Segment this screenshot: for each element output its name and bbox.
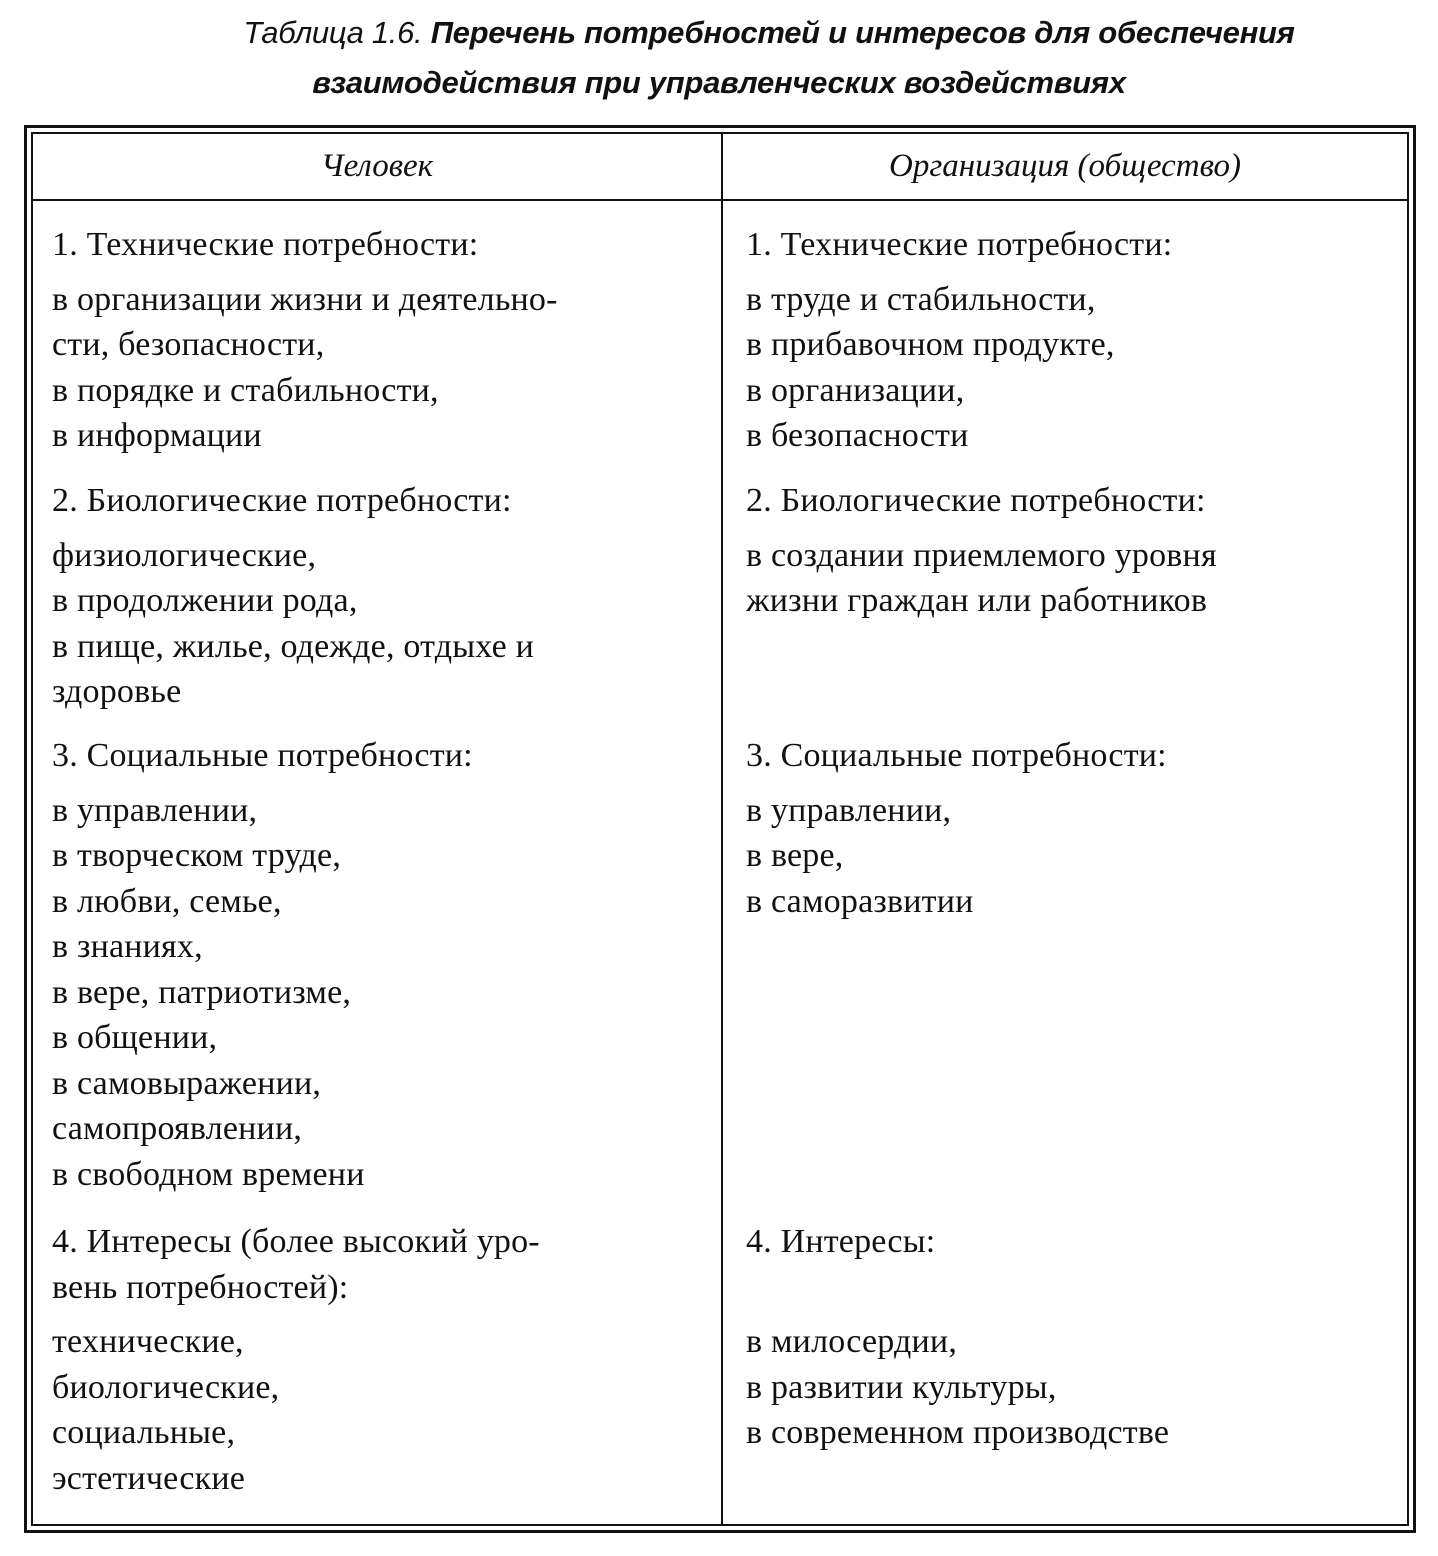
person-social-needs (52, 733, 700, 1197)
list-item: в труде и стабильности, (746, 280, 1096, 318)
list-item: технические, (52, 1323, 244, 1360)
list-item: в самовыражении, (52, 1064, 322, 1102)
person-technical-needs (52, 222, 700, 459)
header-organization: Организация (общество) (889, 148, 1241, 184)
needs-table (24, 125, 1416, 1533)
section-heading: 2. Биологические потребности: (746, 482, 1206, 519)
needs-table-inner (31, 132, 1409, 1526)
list-item: социальные, (52, 1414, 236, 1451)
list-item: сти, безопасности, (52, 326, 325, 363)
list-item: в продолжении рода, (52, 582, 358, 619)
table-caption (0, 8, 1438, 108)
list-item: в саморазвитии (746, 882, 974, 920)
list-item: в пище, жилье, одежде, отдыхе и (52, 627, 535, 665)
list-item: жизни граждан или работников (746, 582, 1208, 619)
list-item: эстетические (52, 1459, 246, 1497)
list-item: в вере, патриотизме, (52, 973, 352, 1011)
section-heading: 3. Социальные потребности: (52, 737, 473, 774)
list-item: в организации, (746, 371, 965, 409)
section-heading-line-1: 4. Интересы (более высокий уро- (52, 1223, 540, 1260)
org-interests (746, 1219, 1406, 1456)
list-item: в организации жизни и деятельно- (52, 280, 558, 318)
person-biological-needs (52, 478, 700, 715)
list-item: биологические, (52, 1368, 280, 1406)
header-person: Человек (320, 148, 434, 184)
section-heading: 2. Биологические потребности: (52, 482, 512, 519)
list-item: в любви, семье, (52, 882, 282, 920)
list-item: в развитии культуры, (746, 1368, 1057, 1406)
section-heading: 3. Социальные потребности: (746, 737, 1167, 774)
list-item: в общении, (52, 1019, 218, 1056)
list-item: в управлении, (52, 791, 258, 829)
list-item: в знаниях, (52, 928, 203, 965)
table-number: Таблица 1.6. (243, 15, 423, 50)
list-item: в прибавочном продукте, (746, 326, 1115, 363)
org-technical-needs (746, 222, 1406, 459)
list-item: в вере, (746, 837, 844, 874)
list-item: самопроявлении, (52, 1110, 303, 1147)
list-item: в создании приемлемого уровня (746, 536, 1217, 574)
list-item: в управлении, (746, 791, 952, 829)
list-item: в милосердии, (746, 1323, 958, 1360)
caption-line-1 (0, 8, 1438, 58)
org-social-needs (746, 733, 1406, 924)
list-item: здоровье (52, 673, 182, 710)
list-item: в безопасности (746, 417, 969, 454)
section-heading: 1. Технические потребности: (746, 226, 1173, 263)
org-biological-needs (746, 478, 1406, 624)
list-item: в информации (52, 417, 262, 454)
column-divider (721, 134, 723, 1524)
section-heading-line-2: вень потребностей): (52, 1268, 349, 1306)
section-heading: 4. Интересы: (746, 1223, 936, 1260)
list-item: физиологические, (52, 536, 317, 574)
table-header-row (33, 134, 1407, 201)
spacer (746, 1265, 1406, 1320)
list-item: в свободном времени (52, 1155, 365, 1193)
person-interests (52, 1219, 700, 1501)
list-item: в порядке и стабильности, (52, 371, 439, 409)
list-item: в современном производстве (746, 1414, 1170, 1451)
table-title-part-1: Перечень потребностей и интересов для обеспечения (430, 15, 1295, 50)
list-item: в творческом труде, (52, 837, 342, 874)
section-heading: 1. Технические потребности: (52, 226, 479, 263)
table-title-part-2: взаимодействия при управленческих воздействиях (312, 65, 1126, 100)
